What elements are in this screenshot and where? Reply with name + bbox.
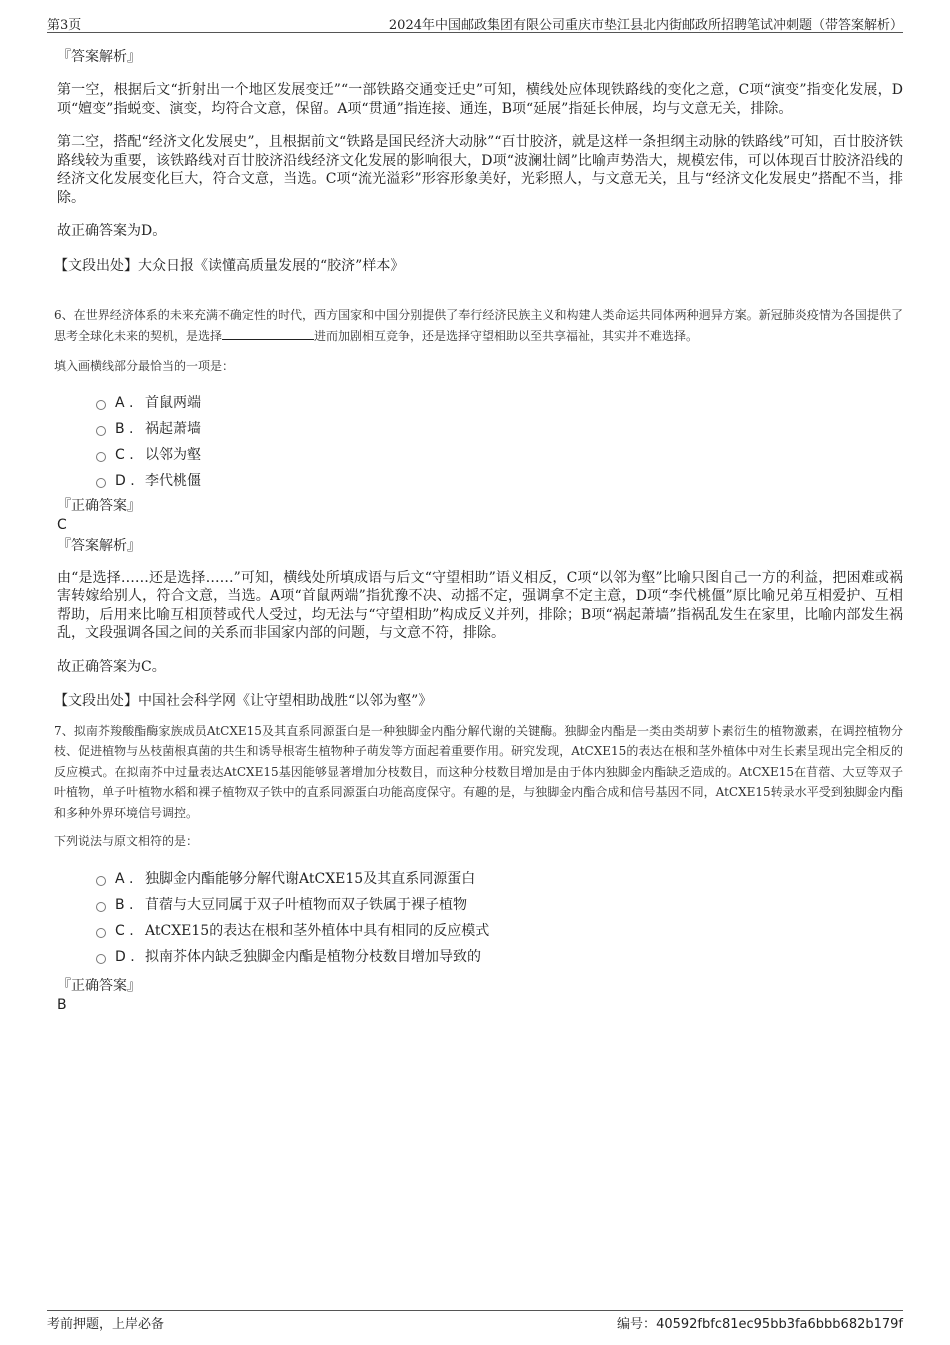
q6-option-c[interactable]: C . 以邻为壑 xyxy=(57,442,903,468)
q6-stem: 6、在世界经济体系的未来充满不确定性的时代，西方国家和中国分别提供了奉行经济民族主义和构建人类命运共同体两种迥异方案。新冠肺炎疫情为各国提供了思考全球化未来的契机，是选择 进而加剧相互竞争，还是选择守望相助以至共享福祉，其实并不难选择。 xyxy=(54,308,903,343)
document-code: 编号：40592fbfc81ec95bb3fa6bbb682b179f xyxy=(617,1317,903,1332)
q6-conclusion: 故正确答案为C。 xyxy=(57,658,166,675)
footer-slogan: 考前押题，上岸必备 xyxy=(47,1317,165,1332)
radio-button[interactable] xyxy=(96,426,106,436)
q5-analysis-label: 『答案解析』 xyxy=(57,49,141,65)
q7-option-b[interactable]: B . 苜蓿与大豆同属于双子叶植物而双子铁属于裸子植物 xyxy=(57,892,903,918)
q7-option-a[interactable]: A . 独脚金内酯能够分解代谢AtCXE15及其直系同源蛋白 xyxy=(57,866,903,892)
q5-analysis-p2: 第二空，搭配“经济文化发展史”，且根据前文“铁路是国民经济大动脉”“百廿胶济，就是这样一条担纲主动脉的铁路线”可知，百廿胶济铁路线较为重要，该铁路线对百廿胶济沿线经济文化发展的影响很大，D项“波澜壮阔”比喻声势浩大，规模宏伟，可以体现百廿胶济沿线的经济文化发展变化巨大，符合文意，当选。C项“流光溢彩”形容形象美好，光彩照人，与文意无关，且与“经济文化发展史”搭配不当，排除。 xyxy=(57,134,903,206)
footer-divider xyxy=(47,1310,903,1311)
radio-button[interactable] xyxy=(96,478,106,488)
radio-button[interactable] xyxy=(96,954,106,964)
q7-option-c[interactable]: C . AtCXE15的表达在根和茎外植体中具有相同的反应模式 xyxy=(57,918,903,944)
radio-button[interactable] xyxy=(96,928,106,938)
q6-prompt: 填入画横线部分最恰当的一项是： xyxy=(54,359,235,373)
document-title: 2024年中国邮政集团有限公司重庆市垫江县北内街邮政所招聘笔试冲刺题（带答案解析） xyxy=(388,18,903,33)
answer-blank xyxy=(222,327,314,340)
radio-button[interactable] xyxy=(96,902,106,912)
q6-source: 【文段出处】中国社会科学网《让守望相助战胜“以邻为壑”》 xyxy=(54,693,433,709)
radio-button[interactable] xyxy=(96,400,106,410)
q7-option-d[interactable]: D . 拟南芥体内缺乏独脚金内酯是植物分枝数目增加导致的 xyxy=(57,944,903,970)
page-content xyxy=(54,47,903,1014)
q6-correct-label: 『正确答案』 xyxy=(57,497,141,514)
q6-options xyxy=(57,390,903,494)
q6-option-a[interactable]: A . 首鼠两端 xyxy=(57,390,903,416)
page-number: 第3页 xyxy=(47,18,82,33)
q5-source: 【文段出处】大众日报《读懂高质量发展的“胶济”样本》 xyxy=(54,257,405,274)
radio-button[interactable] xyxy=(96,452,106,462)
q7-correct-label: 『正确答案』 xyxy=(57,977,141,994)
q7-correct-answer: B xyxy=(57,996,67,1013)
q7-prompt: 下列说法与原文相符的是： xyxy=(54,834,199,848)
q7-options xyxy=(57,866,903,970)
q6-analysis-label: 『答案解析』 xyxy=(57,537,141,554)
q7-stem: 7、拟南芥羧酸酯酶家族成员AtCXE15及其直系同源蛋白是一种独脚金内酯分解代谢的关键酶。独脚金内酯是一类由类胡萝卜素衍生的植物激素，在调控植物分枝、促进植物与丛枝菌根真菌的共生和诱导根寄生植物种子萌发等方面起着重要作用。研究发现，AtCXE15的表达在根和茎外植体中对生长素呈现出完全相反的反应模式。在拟南芥中过量表达AtCXE15基因能够显著增加分枝数目，而这种分枝数目增加是由于体内独脚金内酯缺乏造成的。AtCXE15在苜蓿、大豆等双子叶植物，单子叶植物水稻和裸子植物双子铁中的直系同源蛋白功能高度保守。有趣的是，与独脚金内酯合成和信号基因不同，AtCXE15转录水平受到独脚金内酯和多种外界环境信号调控。 xyxy=(54,723,903,820)
page-header xyxy=(47,14,903,33)
q5-conclusion: 故正确答案为D。 xyxy=(57,223,167,239)
q6-correct-answer: C xyxy=(57,516,67,533)
q6-option-d[interactable]: D . 李代桃僵 xyxy=(57,468,903,494)
q5-analysis-p1: 第一空，根据后文“折射出一个地区发展变迁”“一部铁路交通变迁史”可知，横线处应体现铁路线的变化之意，C项“演变”指变化发展，D项“嬗变”指蜕变、演变，均符合文意，保留。A项“贯通”指连接、通连，B项“延展”指延长伸展，均与文意无关，排除。 xyxy=(57,82,903,117)
radio-button[interactable] xyxy=(96,876,106,886)
q6-option-b[interactable]: B . 祸起萧墙 xyxy=(57,416,903,442)
q6-analysis: 由“是选择……还是选择……”可知，横线处所填成语与后文“守望相助”语义相反，C项“以邻为壑”比喻只图自己一方的利益，把困难或祸害转嫁给别人，符合文意，当选。A项“首鼠两端”指犹豫不决、动摇不定，强调拿不定主意，D项“李代桃僵”原比喻兄弟互相爱护、互相帮助，后用来比喻互相顶替或代人受过，均无法与“守望相助”构成反义并列，排除；B项“祸起萧墙”指祸乱发生在家里，比喻内部发生祸乱，文段强调各国之间的关系而非国家内部的问题，与文意不符，排除。 xyxy=(57,569,903,641)
